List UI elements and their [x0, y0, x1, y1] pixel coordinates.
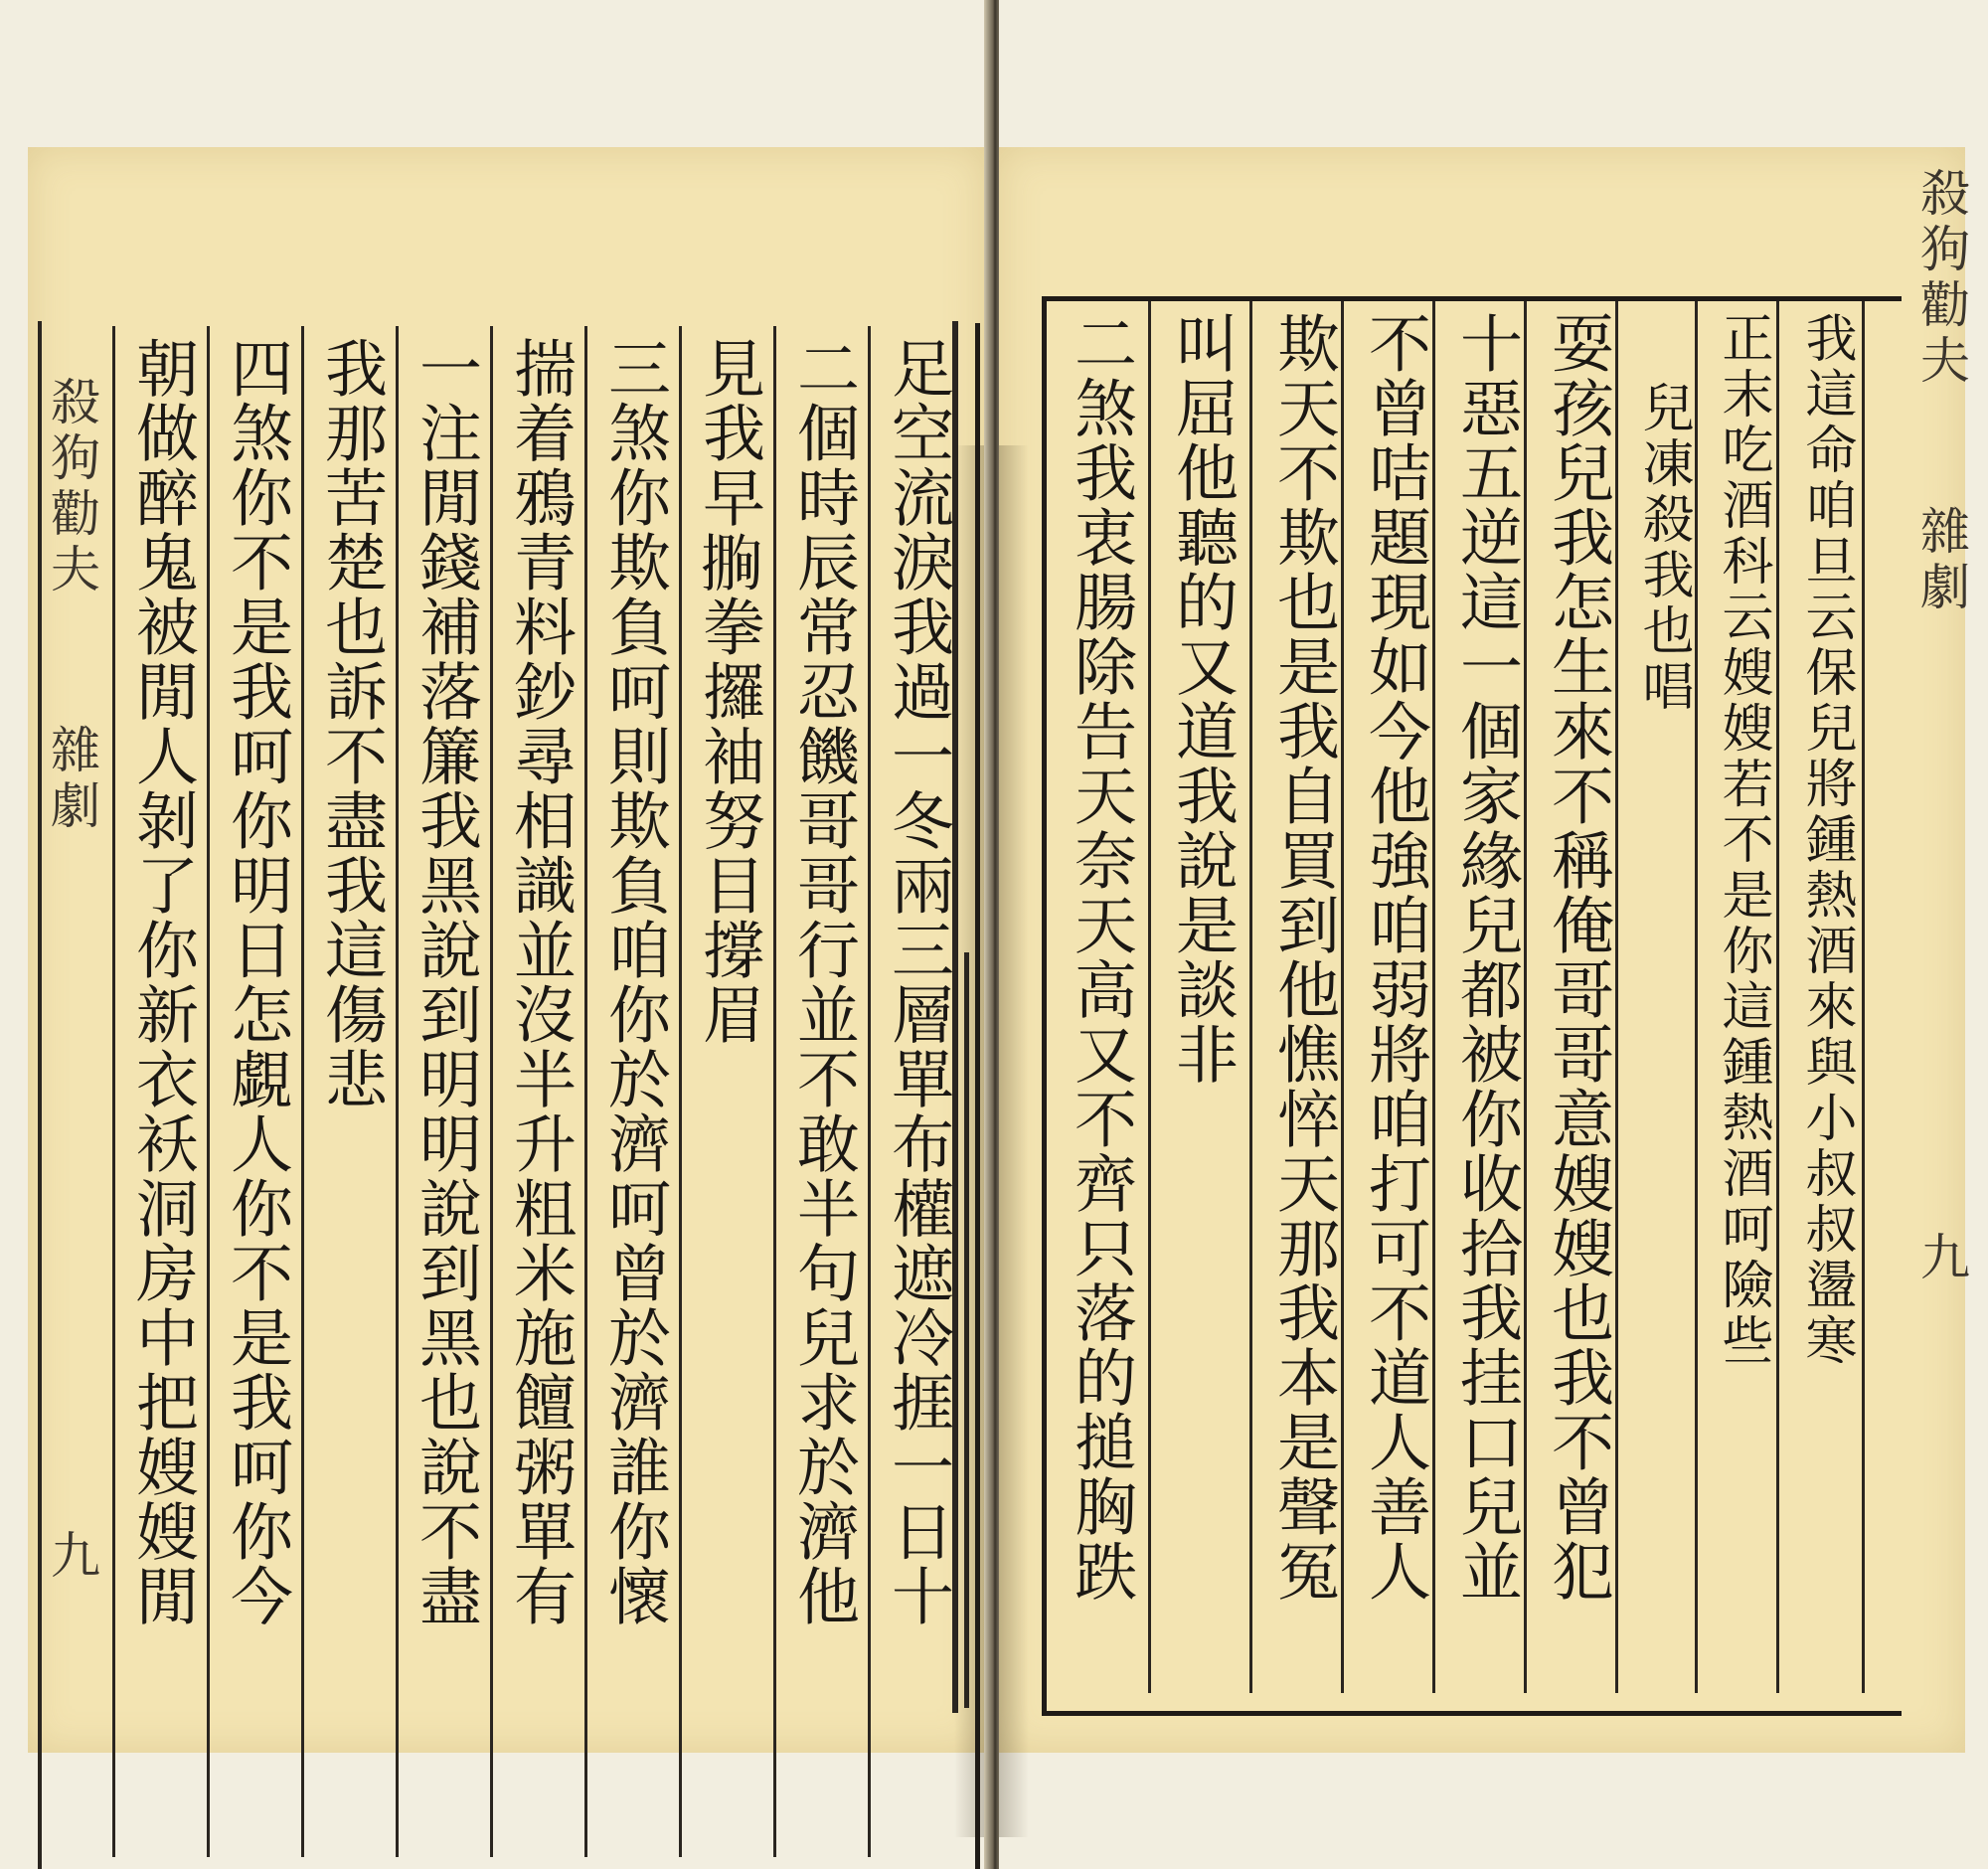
text-column: 三煞你欺負呵則欺負咱你於濟呵曾於濟誰你懷 [598, 336, 671, 1628]
column-rule [112, 326, 115, 1857]
left-margin-folio: 九 [43, 1529, 100, 1585]
right-page [999, 0, 1988, 1869]
text-column: 見我早𢲰拳攞袖努目撐眉 [693, 336, 765, 1047]
right-margin-subtitle: 雜劇 [1912, 505, 1970, 616]
text-column: 兒凍殺我也唱 [1633, 381, 1693, 715]
column-rule [773, 326, 776, 1857]
text-column: 十惡五逆這一個家緣兒都被你收拾我挂口兒並 [1450, 311, 1523, 1604]
page-fold-shadow [999, 445, 1029, 1837]
left-page-text-area [28, 147, 984, 1753]
text-column: 不曾咭題現如今他強咱弱將咱打可不道人善人 [1359, 311, 1431, 1604]
left-margin-subtitle: 雜劇 [43, 724, 100, 835]
text-column: 正末吃酒科云嫂嫂若不是你這鍾熱酒呵險些 [1713, 311, 1772, 1369]
column-rule [1695, 301, 1698, 1693]
column-rule [301, 326, 304, 1857]
text-column: 二煞我衷腸除告天奈天高又不齊只落的搥胸跌 [1065, 311, 1137, 1604]
right-page-text-area [999, 147, 1970, 1753]
text-column: 四煞你不是我呵你明日怎覷人你不是我呵你今 [221, 336, 293, 1628]
text-column: 我那苦楚也訴不盡我這傷悲 [315, 336, 388, 1111]
text-column: 朝做醉鬼被閒人剝了你新衣袄洞房中把嫂嫂閒 [126, 336, 199, 1628]
column-rule [868, 326, 871, 1857]
text-column: 足空流淚我過一冬兩三層單布權遮冷捱一日十 [882, 336, 954, 1628]
text-column: 揣着鴉青料鈔尋相識並沒半升粗米施饘粥單有 [504, 336, 577, 1628]
column-rule [1776, 301, 1779, 1693]
column-rule [1249, 301, 1252, 1693]
left-margin-title: 殺狗勸夫 [43, 376, 100, 598]
text-column: 二個時辰常忍饑哥哥行並不敢半句兒求於濟他 [787, 336, 860, 1628]
text-column: 一注閒錢補落簾我黑說到明明說到黑也說不盡 [410, 336, 482, 1628]
column-rule [207, 326, 210, 1857]
column-rule [1862, 301, 1865, 1693]
frame-rule [964, 952, 969, 1708]
text-column: 叫屈他聽的又道我說是談非 [1166, 311, 1239, 1087]
text-column: 我這命咱旦云保兒將鍾熱酒來與小叔叔盪寒 [1796, 311, 1856, 1369]
column-rule [396, 326, 399, 1857]
column-rule [584, 326, 587, 1857]
text-column: 欺天不欺也是我自買到他憔悴天那我本是聲冤 [1267, 311, 1340, 1604]
column-rule [1148, 301, 1151, 1693]
right-margin-title: 殺狗勸夫 [1912, 167, 1970, 390]
right-margin-folio: 九 [1912, 1231, 1970, 1286]
column-rule [679, 326, 682, 1857]
text-column: 耍孩兒我怎生來不稱俺哥哥意嫂嫂也我不曾犯 [1542, 311, 1614, 1604]
column-rule [490, 326, 493, 1857]
